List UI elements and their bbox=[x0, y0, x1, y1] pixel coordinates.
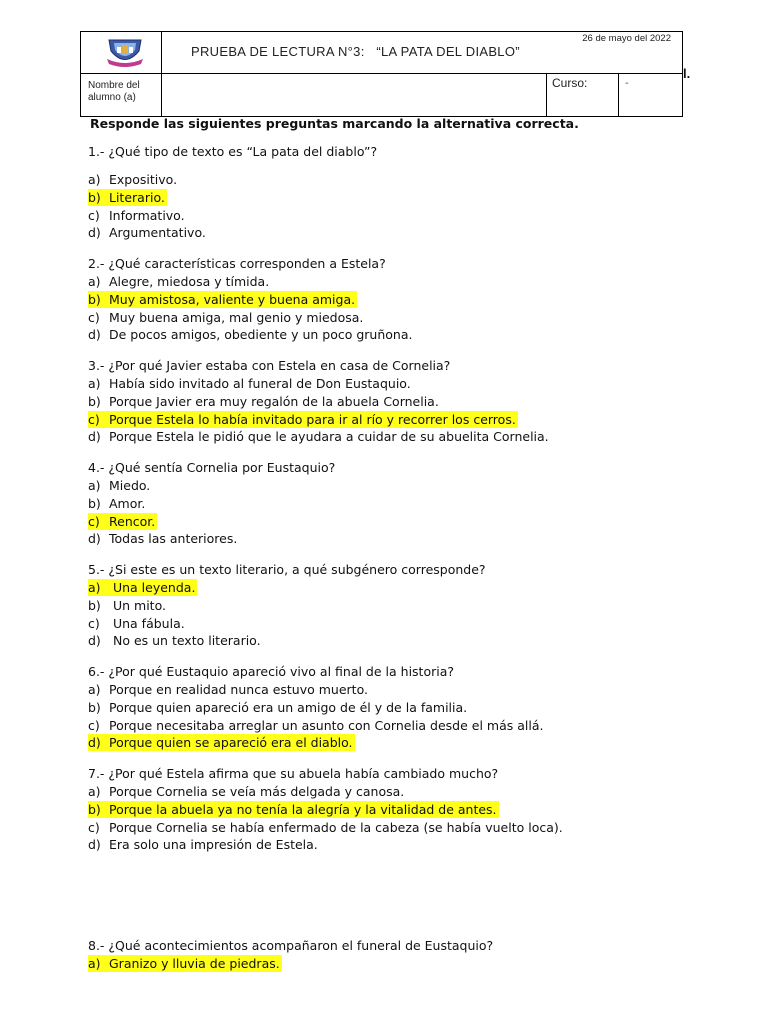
answer-option bbox=[88, 273, 269, 290]
question-text: 3.- ¿Por qué Javier estaba con Estela en casa de Cornelia? bbox=[88, 358, 451, 373]
option-text: Un mito. bbox=[109, 597, 166, 613]
header-table bbox=[80, 31, 683, 117]
option-text: Porque Estela le pidió que le ayudara a cuidar de su abuelita Cornelia. bbox=[109, 429, 549, 445]
option-text: Todas las anteriores. bbox=[109, 531, 238, 547]
option-text: Porque quien apareció era un amigo de él y de la familia. bbox=[109, 699, 468, 715]
option-letter: b) bbox=[88, 495, 101, 511]
option-letter: d) bbox=[88, 429, 101, 445]
divider bbox=[618, 73, 619, 117]
option-letter: b) bbox=[88, 393, 101, 409]
answer-option bbox=[88, 955, 282, 972]
answer-option bbox=[88, 207, 185, 224]
answer-option bbox=[88, 309, 363, 326]
option-text: Expositivo. bbox=[109, 172, 178, 187]
option-letter: c) bbox=[88, 615, 100, 631]
option-text: Argumentativo. bbox=[109, 225, 206, 241]
option-text: Porque Cornelia se veía más delgada y canosa. bbox=[109, 784, 405, 799]
option-text: Muy buena amiga, mal genio y miedosa. bbox=[109, 309, 364, 325]
correct-answer-text: Porque Estela lo había invitado para ir al río y recorrer los cerros. bbox=[109, 411, 516, 427]
school-crest-icon bbox=[103, 37, 147, 69]
option-letter: a) bbox=[88, 274, 101, 289]
header-top-row bbox=[81, 32, 682, 74]
option-text: Era solo una impresión de Estela. bbox=[109, 837, 318, 853]
answer-option bbox=[88, 326, 412, 343]
course-value: - bbox=[625, 78, 629, 89]
option-letter: b) bbox=[88, 801, 101, 817]
option-text: Amor. bbox=[109, 495, 146, 511]
option-letter: d) bbox=[88, 837, 101, 853]
answer-option bbox=[88, 801, 499, 818]
test-title: PRUEBA DE LECTURA N°3: “LA PATA DEL DIABLO” bbox=[191, 44, 520, 59]
test-date: 26 de mayo del 2022 bbox=[582, 33, 671, 44]
answer-option bbox=[88, 530, 237, 547]
answer-option bbox=[88, 819, 563, 836]
question-text: 6.- ¿Por qué Eustaquio apareció vivo al final de la historia? bbox=[88, 664, 455, 679]
option-text: Miedo. bbox=[109, 478, 151, 493]
stray-mark: l. bbox=[683, 66, 691, 81]
option-letter: c) bbox=[88, 717, 100, 733]
answer-option bbox=[88, 495, 145, 512]
question-text: 5.- ¿Si este es un texto literario, a qué subgénero corresponde? bbox=[88, 562, 486, 577]
answer-option bbox=[88, 189, 167, 206]
question-text: 8.- ¿Qué acontecimientos acompañaron el funeral de Eustaquio? bbox=[88, 938, 494, 953]
option-letter: a) bbox=[88, 682, 101, 697]
option-letter: d) bbox=[88, 735, 101, 751]
option-letter: a) bbox=[88, 172, 101, 187]
answer-option bbox=[88, 477, 150, 494]
logo-cell bbox=[81, 32, 162, 73]
option-letter: d) bbox=[88, 531, 101, 547]
option-text: Porque en realidad nunca estuvo muerto. bbox=[109, 682, 368, 697]
student-name-label: Nombre del alumno (a) bbox=[88, 80, 140, 103]
option-text: Porque Javier era muy regalón de la abuela Cornelia. bbox=[109, 393, 439, 409]
option-letter: a) bbox=[88, 580, 101, 595]
answer-option bbox=[88, 393, 439, 410]
option-letter: c) bbox=[88, 819, 100, 835]
correct-answer-text: Rencor. bbox=[109, 513, 156, 529]
option-text: Informativo. bbox=[109, 207, 185, 223]
option-text: Porque Cornelia se había enfermado de la cabeza (se había vuelto loca). bbox=[109, 819, 563, 835]
option-letter: a) bbox=[88, 478, 101, 493]
option-text: Había sido invitado al funeral de Don Eustaquio. bbox=[109, 376, 411, 391]
option-letter: d) bbox=[88, 633, 101, 649]
option-letter: a) bbox=[88, 784, 101, 799]
option-letter: b) bbox=[88, 291, 101, 307]
option-letter: d) bbox=[88, 327, 101, 343]
answer-option bbox=[88, 291, 357, 308]
answer-option bbox=[88, 375, 411, 392]
answer-option bbox=[88, 632, 261, 649]
option-text: Una fábula. bbox=[109, 615, 185, 631]
answer-option bbox=[88, 615, 185, 632]
option-letter: c) bbox=[88, 309, 100, 325]
answer-option bbox=[88, 428, 549, 445]
answer-option bbox=[88, 681, 368, 698]
answer-option bbox=[88, 224, 206, 241]
correct-answer-text: Una leyenda. bbox=[109, 580, 196, 595]
answer-option bbox=[88, 783, 404, 800]
option-letter: c) bbox=[88, 411, 100, 427]
option-letter: c) bbox=[88, 207, 100, 223]
divider bbox=[161, 73, 162, 117]
option-text: Alegre, miedosa y tímida. bbox=[109, 274, 270, 289]
correct-answer-text: Muy amistosa, valiente y buena amiga. bbox=[109, 291, 356, 307]
answer-option bbox=[88, 836, 318, 853]
answer-option bbox=[88, 411, 518, 428]
question-text: 7.- ¿Por qué Estela afirma que su abuela había cambiado mucho? bbox=[88, 766, 499, 781]
correct-answer-text: Granizo y lluvia de piedras. bbox=[109, 956, 280, 971]
answer-option bbox=[88, 597, 166, 614]
divider bbox=[546, 73, 547, 117]
option-letter: c) bbox=[88, 513, 100, 529]
answer-option bbox=[88, 734, 355, 751]
instructions: Responde las siguientes preguntas marcando la alternativa correcta. bbox=[90, 116, 579, 131]
correct-answer-text: Porque la abuela ya no tenía la alegría y la vitalidad de antes. bbox=[109, 801, 497, 817]
question-text: 2.- ¿Qué características corresponden a Estela? bbox=[88, 256, 386, 271]
option-letter: b) bbox=[88, 597, 101, 613]
answer-option bbox=[88, 579, 197, 596]
answer-option bbox=[88, 699, 467, 716]
answer-option bbox=[88, 513, 157, 530]
option-text: De pocos amigos, obediente y un poco gruñona. bbox=[109, 327, 413, 343]
question-text: 1.- ¿Qué tipo de texto es “La pata del diablo”? bbox=[88, 144, 378, 159]
correct-answer-text: Porque quien se apareció era el diablo. bbox=[109, 735, 353, 751]
option-text: Porque necesitaba arreglar un asunto con Cornelia desde el más allá. bbox=[109, 717, 544, 733]
answer-option bbox=[88, 171, 177, 188]
option-letter: a) bbox=[88, 376, 101, 391]
option-letter: b) bbox=[88, 699, 101, 715]
option-letter: b) bbox=[88, 189, 101, 205]
option-text: No es un texto literario. bbox=[109, 633, 261, 649]
question-text: 4.- ¿Qué sentía Cornelia por Eustaquio? bbox=[88, 460, 336, 475]
correct-answer-text: Literario. bbox=[109, 189, 165, 205]
course-label: Curso: bbox=[552, 76, 588, 90]
option-letter: a) bbox=[88, 956, 101, 971]
answer-option bbox=[88, 717, 543, 734]
option-letter: d) bbox=[88, 225, 101, 241]
